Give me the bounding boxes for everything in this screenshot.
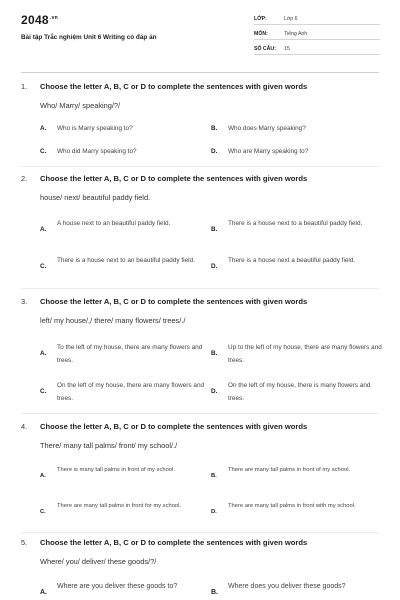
option-text: There are many tall palms in front of my school.	[228, 467, 351, 473]
document-title: Bài tập Trắc nghiệm Unit 6 Writing có đáp án	[21, 34, 157, 41]
logo-text: 2048	[21, 13, 49, 27]
option-text: On the left of my house, there is many flowers and trees.	[228, 382, 371, 402]
logo-suffix: .vn	[49, 15, 59, 21]
option-letter: B.	[211, 589, 218, 596]
meta-class-value: Lớp 6	[284, 16, 298, 22]
option-letter: B.	[211, 125, 218, 132]
question-number: 4.	[21, 422, 28, 431]
option-letter: C.	[40, 148, 47, 155]
option-letter: A.	[40, 350, 47, 357]
option-letter: D.	[211, 509, 217, 515]
option-text: A house next to an beautiful paddy field.	[57, 220, 171, 227]
option-text: Who are Marry speaking to?	[228, 148, 309, 155]
meta-subject-label: MÔN:	[254, 31, 268, 37]
option-text: There are many tall palms in front with my school.	[228, 503, 356, 509]
question-prompt: left/ my house/,/ there/ many flowers/ trees/./	[40, 316, 186, 325]
option-letter: D.	[211, 148, 218, 155]
option-text: Who is Marry speaking to?	[57, 125, 133, 132]
option-letter: C.	[40, 263, 47, 270]
question-separator	[21, 413, 379, 414]
question-number: 2.	[21, 174, 28, 183]
meta-subject-row	[254, 27, 380, 40]
option-text: There are many tall palms in front for my school.	[57, 503, 182, 509]
option-text: There is a house next a beautiful paddy field.	[228, 257, 356, 264]
question-prompt: house/ next/ beautiful paddy field.	[40, 193, 151, 202]
meta-subject-value: Tiếng Anh	[284, 31, 308, 37]
question-number: 1.	[21, 82, 28, 91]
question-prompt: Where/ you/ deliver/ these goods/?/	[40, 557, 157, 566]
question-number: 5.	[21, 538, 28, 547]
option-letter: B.	[211, 473, 217, 479]
question-number: 3.	[21, 297, 28, 306]
option-text: Who does Marry speaking?	[228, 125, 306, 132]
site-logo[interactable]	[21, 13, 57, 27]
option-text: To the left of my house, there are many flowers and trees.	[57, 344, 203, 364]
question-prompt: Who/ Marry/ speaking/?/	[40, 101, 121, 110]
option-letter: C.	[40, 388, 47, 395]
question-prompt: There/ many tall palms/ front/ my school/./	[40, 441, 178, 450]
question-separator	[21, 288, 379, 289]
meta-class-row	[254, 12, 380, 25]
option-text: Where does you deliver these goods?	[228, 583, 346, 590]
option-text: There is a house next to an beautiful paddy field.	[57, 257, 195, 264]
option-letter: D.	[211, 263, 218, 270]
question-instruction: Choose the letter A, B, C or D to complete the sentences with given words	[40, 422, 308, 431]
option-text: There is many tall palms in front of my school.	[57, 467, 175, 473]
question-instruction: Choose the letter A, B, C or D to complete the sentences with given words	[40, 82, 308, 91]
option-text: Where are you deliver these goods to?	[57, 583, 178, 590]
header-divider	[21, 72, 379, 73]
option-text: Up to the left of my house, there are many flowers and trees.	[228, 344, 382, 364]
meta-class-label: LỚP:	[254, 16, 267, 22]
option-letter: A.	[40, 125, 47, 132]
option-letter: A.	[40, 589, 47, 596]
option-letter: A.	[40, 226, 47, 233]
question-separator	[21, 532, 379, 533]
option-text: Who did Marry speaking to?	[57, 148, 137, 155]
option-text: There is a house next to a beautiful paddy field.	[228, 220, 363, 227]
option-text: On the left of my house, there are many flowers and trees.	[57, 382, 205, 402]
meta-count-value: 15	[284, 46, 290, 52]
option-letter: B.	[211, 350, 218, 357]
option-letter: B.	[211, 226, 218, 233]
question-instruction: Choose the letter A, B, C or D to complete the sentences with given words	[40, 538, 308, 547]
meta-count-label: SỐ CÂU:	[254, 46, 276, 52]
page-header	[0, 0, 400, 66]
meta-count-row	[254, 42, 380, 55]
option-letter: D.	[211, 388, 218, 395]
question-instruction: Choose the letter A, B, C or D to complete the sentences with given words	[40, 174, 308, 183]
question-instruction: Choose the letter A, B, C or D to complete the sentences with given words	[40, 297, 308, 306]
option-letter: C.	[40, 509, 46, 515]
question-separator	[21, 166, 379, 167]
option-letter: A.	[40, 473, 46, 479]
